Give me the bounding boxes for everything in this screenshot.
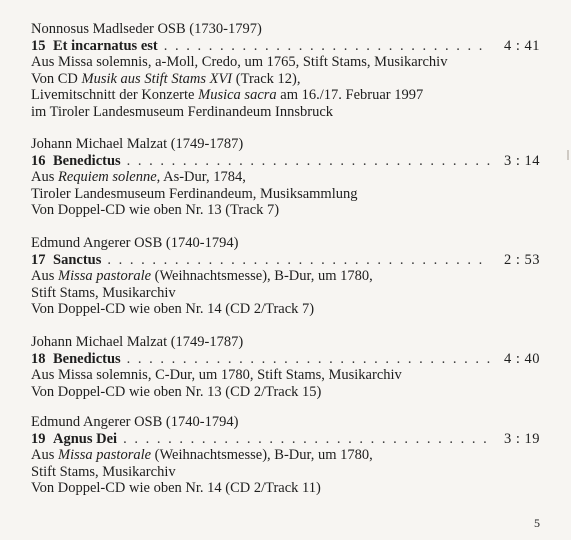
- detail-line: Aus Missa solemnis, C-Dur, um 1780, Stift Stams, Musikarchiv: [31, 367, 402, 383]
- detail-line: Livemitschnitt der Konzerte Musica sacra am 16./17. Februar 1997: [31, 87, 424, 103]
- detail-line: Aus Missa solemnis, a-Moll, Credo, um 1765, Stift Stams, Musikarchiv: [31, 54, 448, 70]
- detail-line: Von CD Musik aus Stift Stams XVI (Track 12),: [31, 70, 301, 87]
- detail-line: Stift Stams, Musikarchiv: [31, 463, 176, 480]
- leader-dots: [127, 351, 490, 368]
- track-number: 18: [31, 350, 46, 367]
- track-duration: 3 : 14: [503, 152, 540, 169]
- track-number: 15: [31, 37, 46, 54]
- detail-line: Stift Stams, Musikarchiv: [31, 284, 176, 301]
- detail-line: Von Doppel-CD wie oben Nr. 13 (Track 7): [31, 202, 280, 218]
- detail-line: Tiroler Landesmuseum Ferdinandeum, Musiksammlung: [31, 185, 358, 202]
- track-number: 16: [31, 152, 46, 169]
- detail-line: Aus Requiem solenne, As-Dur, 1784,: [31, 169, 246, 185]
- track-title: Agnus Dei: [53, 430, 118, 447]
- scan-edge-mark: [567, 150, 569, 160]
- track-title: Sanctus: [53, 251, 102, 268]
- track-title-line: [31, 252, 540, 269]
- track-title: Benedictus: [53, 152, 121, 169]
- detail-line: Von Doppel-CD wie oben Nr. 14 (CD 2/Track 11): [31, 480, 321, 496]
- track-title: Et incarnatus est: [53, 37, 158, 54]
- composer-line: Johann Michael Malzat (1749-1787): [31, 136, 244, 152]
- track-duration: 4 : 41: [503, 37, 540, 54]
- page-number: 5: [534, 516, 540, 530]
- track-duration: 4 : 40: [503, 350, 540, 367]
- leader-dots: [123, 431, 490, 448]
- detail-line: Von Doppel-CD wie oben Nr. 14 (CD 2/Track 7): [31, 301, 315, 317]
- track-number: 17: [31, 251, 46, 268]
- track-duration: 2 : 53: [503, 251, 540, 268]
- track-entry-16: [31, 136, 540, 219]
- track-entry-19: [31, 414, 540, 497]
- detail-line: Aus Missa pastorale (Weihnachtsmesse), B-Dur, um 1780,: [31, 447, 373, 463]
- composer-line: Johann Michael Malzat (1749-1787): [31, 334, 244, 350]
- track-title: Benedictus: [53, 350, 121, 367]
- composer-line: Edmund Angerer OSB (1740-1794): [31, 414, 239, 430]
- track-entry-18: [31, 334, 540, 400]
- leader-dots: [127, 153, 490, 170]
- track-entry-15: [31, 21, 540, 120]
- detail-line: Von Doppel-CD wie oben Nr. 13 (CD 2/Track 15): [31, 383, 322, 400]
- track-title-line: [31, 431, 540, 448]
- composer-line: Nonnosus Madlseder OSB (1730-1797): [31, 21, 262, 37]
- composer-line: Edmund Angerer OSB (1740-1794): [31, 235, 239, 251]
- track-entry-17: [31, 235, 540, 318]
- detail-line: im Tiroler Landesmuseum Ferdinandeum Innsbruck: [31, 103, 334, 120]
- track-title-line: [31, 38, 540, 55]
- track-duration: 3 : 19: [503, 430, 540, 447]
- leader-dots: [107, 252, 490, 269]
- detail-line: Aus Missa pastorale (Weihnachtsmesse), B-Dur, um 1780,: [31, 268, 373, 284]
- leader-dots: [164, 38, 490, 55]
- track-title-line: [31, 351, 540, 368]
- track-number: 19: [31, 430, 46, 447]
- track-title-line: [31, 153, 540, 170]
